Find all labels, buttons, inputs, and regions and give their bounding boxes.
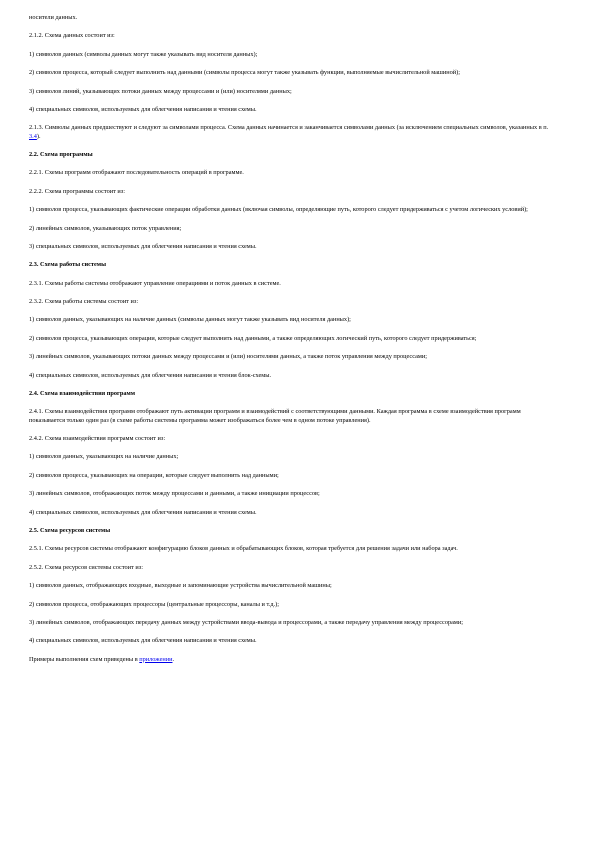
list-item-special-symbols: 4) специальных символов, используемых для облегчения написания и чтения схемы. [29,637,257,645]
list-item-process-symbols: 2) символов процесса, отображающих процессоры (центральные процессоры, каналы и т.д.); [29,600,279,608]
paragraph-2-3-2: 2.3.2. Схема работы системы состоит из: [29,298,139,306]
link-appendix[interactable]: приложении [139,655,173,663]
paragraph-2-4-1: 2.4.1. Схемы взаимодействия программ отображают путь активации программ и взаимодействий с соответствующими данными. Каждая программа в схеме взаимодействия программ показывается только один раз (в схеме работы системы программа может изображаться более чем в одном потоке управления). [29,408,521,424]
list-item-process-symbols: 2) символов процесса, указывающих операции, которые следует выполнить над данными, а также определяющих логический путь, которого следует придерживаться; [29,334,477,342]
paragraph-2-1-2: 2.1.2. Схема данных состоит из: [29,32,115,40]
paragraph-2-1-3-text: 2.1.3. Символы данных предшествуют и следуют за символами процесса. Схема данных начинается и заканчивается символами данных (за исключением специальных символов, указанных в п. [29,124,549,132]
list-item-data-symbols: 1) символов данных (символы данных могут также указывать вид носителя данных); [29,50,258,58]
list-item-data-symbols: 1) символов данных, указывающих на наличие данных (символы данных могут также указывать вид носителя данных); [29,316,351,324]
list-item-data-symbols: 1) символов данных, отображающих входные, выходные и запоминающие устройства вычислительной машины; [29,582,332,590]
list-item-special-symbols: 4) специальных символов, используемых для облегчения написания и чтения схемы. [29,105,257,113]
list-item-line-symbols: 3) символов линий, указывающих потоки данных между процессами и (или) носителями данных; [29,87,292,95]
section-heading-2-5: 2.5. Схема ресурсов системы [29,526,111,534]
section-heading-2-4: 2.4. Схема взаимодействия программ [29,390,136,398]
paragraph-2-1-3-end: ). [36,132,41,140]
paragraph-2-4-2: 2.4.2. Схема взаимодействия программ состоит из: [29,435,166,442]
list-item-process-symbols: 2) символов процесса, который следует выполнить над данными (символы процесса могут также указывать функции, выполняемые вычислительной машиной); [29,69,460,77]
list-item-special-symbols: 4) специальных символов, используемых для облегчения написания и чтения блок-схемы. [29,371,272,379]
paragraph-examples-end: . [172,655,175,663]
paragraph-examples-text: Примеры выполнения схем приведены в [29,655,140,663]
list-item-line-symbols: 3) линейных символов, отображающих передачу данных между устройствами ввода-вывода и процессорами, а также передачу управления между процессорами; [29,618,464,626]
link-section-3-4[interactable]: 3.4 [29,132,37,140]
paragraph-2-2-1: 2.2.1. Схемы программ отображают последовательность операций в программе. [29,169,244,177]
paragraph-2-5-1: 2.5.1. Схемы ресурсов системы отображают конфигурацию блоков данных и обрабатывающих блоков, которая требуется для решения задачи или набора задач. [29,545,458,553]
paragraph-2-1-3 [29,124,551,140]
list-item-special-symbols: 3) специальных символов, используемых для облегчения написания и чтения схемы. [29,242,257,250]
list-item-data-symbols: 1) символов данных, указывающих на наличие данных; [29,453,179,461]
section-heading-2-3: 2.3. Схема работы системы [29,261,106,269]
list-item-special-symbols: 4) специальных символов, используемых для облегчения написания и чтения схемы. [29,508,257,516]
list-item-process-symbols: 1) символов процесса, указывающих фактические операции обработки данных (включая символы, определяющие путь, которого следует придерживаться с учетом логических условий); [29,206,528,214]
list-item-line-symbols: 2) линейных символов, указывающих поток управления; [29,224,182,232]
paragraph-2-5-2: 2.5.2. Схема ресурсов системы состоит из: [29,563,143,571]
paragraph-examples [29,656,551,664]
section-heading-2-2: 2.2. Схема программы [29,150,93,158]
list-item-line-symbols: 3) линейных символов, отображающих поток между процессами и данными, а также инициации процессов; [29,490,320,498]
list-item-line-symbols: 3) линейных символов, указывающих потоки данных между процессами и (или) носителями данных, а также поток управления между процессами; [29,353,427,361]
paragraph-2-3-1: 2.3.1. Схемы работы системы отображают управление операциями и поток данных в системе. [29,279,281,287]
paragraph-continuation: носители данных. [29,14,78,21]
list-item-process-symbols: 2) символов процесса, указывающих на операции, которые следует выполнить над данными; [29,471,279,479]
paragraph-2-2-2: 2.2.2. Схема программы состоит из: [29,187,126,195]
